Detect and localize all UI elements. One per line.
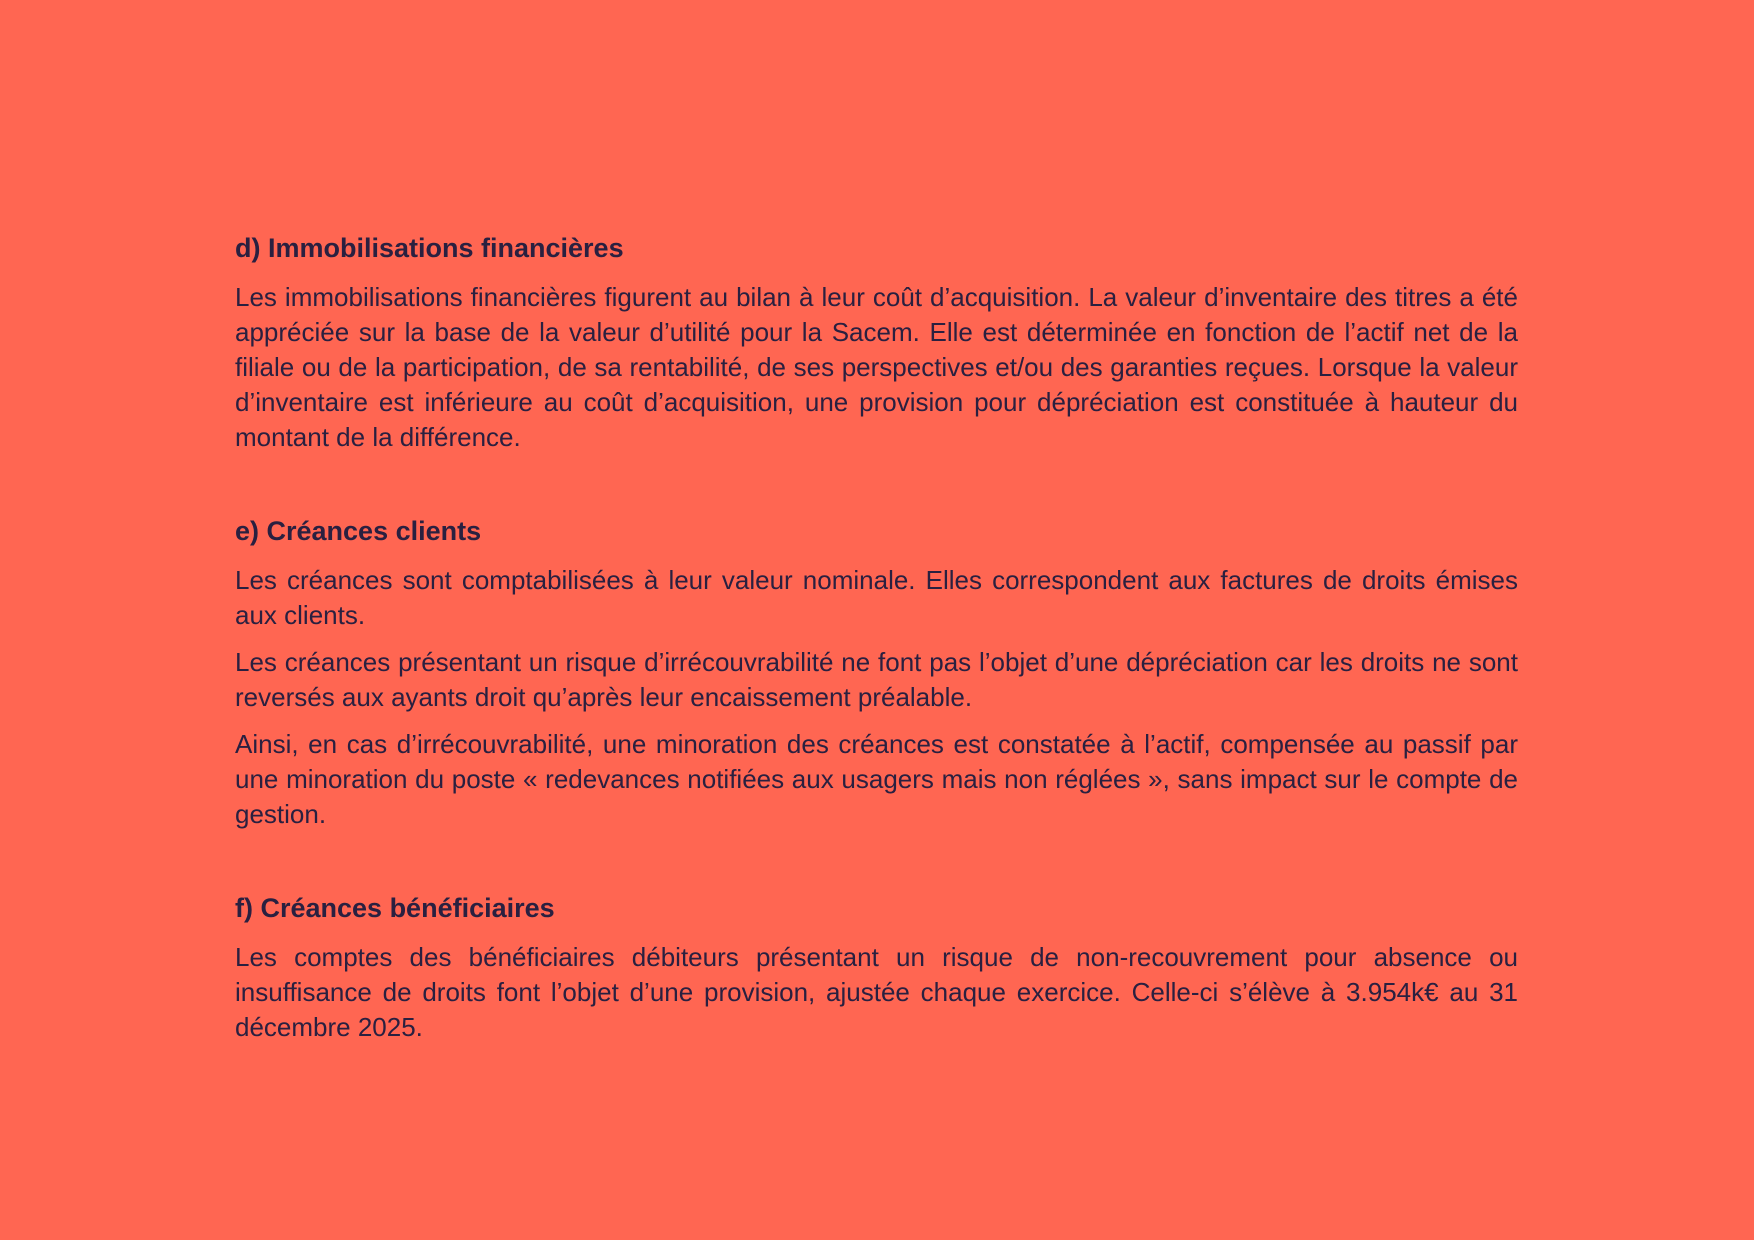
section-paragraph: Les comptes des bénéficiaires débiteurs présentant un risque de non-recouvrement pour absence ou insuffisance de droits font l’objet d’une provision, ajustée chaque exercice. Celle-ci s’élève à 3.954k€ au 31 décembre 2025. [235, 942, 1518, 1042]
section-paragraph: Les créances sont comptabilisées à leur valeur nominale. Elles correspondent aux factures de droits émises aux clients. [235, 565, 1518, 630]
document-body [235, 228, 1518, 1045]
section-paragraph: Les immobilisations financières figurent au bilan à leur coût d’acquisition. La valeur d’inventaire des titres a été appréciée sur la base de la valeur d’utilité pour la Sacem. Elle est déterminée en fonction de l’actif net de la filiale ou de la participation, de sa rentabilité, de ses perspectives et/ou des garanties reçues. Lorsque la valeur d’inventaire est inférieure au coût d’acquisition, une provision pour dépréciation est constituée à hauteur du montant de la différence. [235, 282, 1518, 452]
section-paragraph: Ainsi, en cas d’irrécouvrabilité, une minoration des créances est constatée à l’actif, compensée au passif par une minoration du poste « redevances notifiées aux usagers mais non réglées », sans impact sur le compte de gestion. [235, 729, 1518, 829]
section-heading: f) Créances bénéficiaires [235, 893, 555, 923]
section-immobilisations-financieres [235, 228, 1518, 455]
section-paragraph: Les créances présentant un risque d’irrécouvrabilité ne font pas l’objet d’une dépréciation car les droits ne sont reversés aux ayants droit qu’après leur encaissement préalable. [235, 647, 1518, 712]
section-creances-beneficiaires [235, 888, 1518, 1045]
section-heading: e) Créances clients [235, 516, 482, 546]
section-heading: d) Immobilisations financières [235, 233, 624, 263]
section-creances-clients [235, 511, 1518, 832]
